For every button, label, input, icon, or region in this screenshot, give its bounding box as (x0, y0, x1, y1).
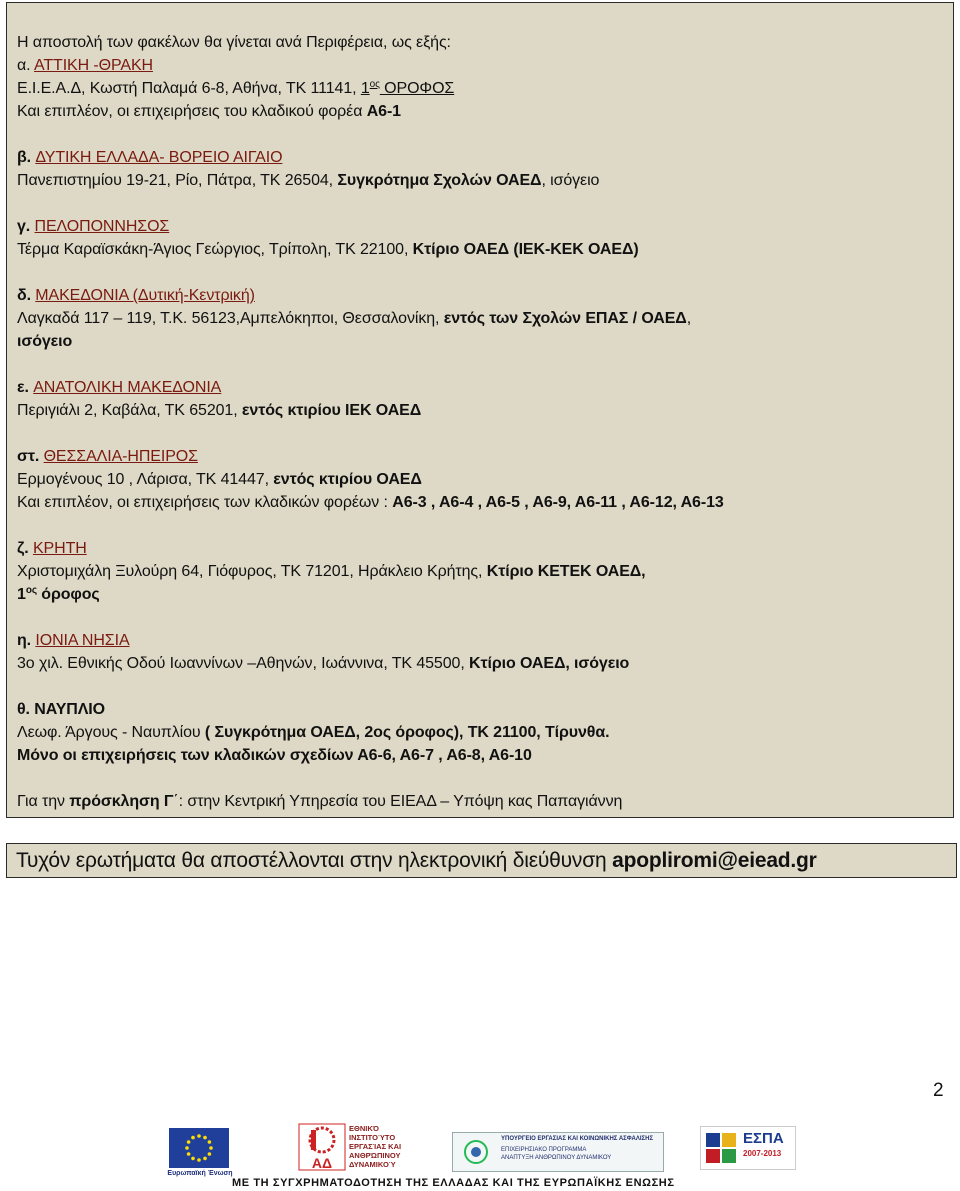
eu-star (208, 1140, 212, 1144)
text-segment: , (686, 310, 692, 327)
text-segment: 1 (360, 80, 370, 97)
text-segment: Ερμογένους 10 , Λάρισα, ΤΚ 41447, (17, 471, 274, 488)
text-segment: Μόνο οι επιχειρήσεις των κλαδικών σχεδίων Α6-6, Α6-7 , Α6-8, Α6-10 (17, 747, 532, 764)
address-line (17, 560, 953, 583)
address-line (17, 583, 953, 606)
eu-flag-icon (169, 1128, 229, 1168)
region-heading (17, 215, 953, 238)
text-segment: Κτίριο ΚΕΤΕΚ ΟΑΕΔ, (486, 563, 646, 580)
text-segment: Συγκρότημα Σχολών ΟΑΕΔ (337, 172, 542, 189)
address-block (17, 445, 953, 514)
eu-star (209, 1146, 213, 1150)
text-segment: Κτίριο ΟΑΕΔ (ΙΕΚ-ΚΕΚ ΟΑΕΔ) (412, 241, 639, 258)
text-segment: ΜΑΚΕΔΟΝΙΑ (Δυτική-Κεντρική) (35, 287, 255, 304)
region-heading (17, 445, 953, 468)
block-spacer (17, 422, 953, 445)
address-block (17, 376, 953, 422)
text-segment: ΚΡΗΤΗ (32, 540, 87, 557)
address-line (17, 468, 953, 491)
text-segment: ος (25, 585, 37, 596)
text-segment: 1 (17, 586, 26, 603)
eu-star (197, 1158, 201, 1162)
text-segment: Ε.Ι.Ε.Α.Δ, Κωστή Παλαμά 6-8, Αθήνα, ΤΚ 11141, (17, 80, 361, 97)
text-segment: στ. (17, 448, 44, 465)
text-segment: β. (17, 149, 36, 166)
text-segment: ΙΟΝΙΑ ΝΗΣΙΑ (35, 632, 130, 649)
text-segment: Κτίριο ΟΑΕΔ, ισόγειο (469, 655, 630, 672)
text-segment: ΠΕΛΟΠΟΝΝΗΣΟΣ (34, 218, 170, 235)
espa-logo-title: ΕΣΠΑ (743, 1130, 784, 1147)
address-line (17, 399, 953, 422)
text-segment: εντός κτιρίου ΟΑΕΔ (273, 471, 422, 488)
block-spacer (17, 353, 953, 376)
text-segment: ΘΕΣΣΑΛΙΑ-ΗΠΕΙΡΟΣ (43, 448, 198, 465)
eiead-logo-text: ΕΘΝΙΚΌ ΙΝΣΤΙΤΟΎΤΟ ΕΡΓΑΣΊΑΣ ΚΑΙ ΑΝΘΡΏΠΙΝΟΥ ΔΥΝΑΜΙΚΟΎ (349, 1124, 402, 1169)
region-heading (17, 146, 953, 169)
text-segment: Α6-1 (366, 103, 401, 120)
text-segment: Περιγιάλι 2, Καβάλα, ΤΚ 65201, (17, 402, 242, 419)
text-segment: ΑΤΤΙΚΗ -ΘΡΑΚΗ (33, 57, 153, 74)
text-segment: Πανεπιστημίου 19-21, Ρίο, Πάτρα, ΤΚ 26504, (17, 172, 338, 189)
eu-star (191, 1136, 195, 1140)
address-block (17, 629, 953, 675)
eu-star (187, 1140, 191, 1144)
address-line (17, 721, 953, 744)
text-segment: ΄: στην Κεντρική Υπηρεσία του ΕΙΕΑΔ – Υπόψη κας Παπαγιάννη (173, 793, 623, 810)
region-heading (17, 629, 953, 652)
eu-star (208, 1152, 212, 1156)
block-spacer (17, 192, 953, 215)
text-segment: δ. (17, 287, 36, 304)
eu-star (203, 1157, 207, 1161)
address-block (17, 215, 953, 261)
text-segment: Και επιπλέον, οι επιχειρήσεις του κλαδικού φορέα (17, 103, 367, 120)
text-segment: ισόγειο (17, 333, 73, 350)
text-segment: 3ο χιλ. Εθνικής Οδού Ιωαννίνων –Αθηνών, Ιωάννινα, ΤΚ 45500, (17, 655, 470, 672)
text-segment: Η αποστολή των φακέλων θα γίνεται ανά Περιφέρεια, ως εξής: (17, 34, 451, 51)
address-line (17, 307, 953, 330)
footer-slogan: ΜΕ ΤΗ ΣΥΓΧΡΗΜΑΤΟΔΟΤΗΣΗ ΤΗΣ ΕΛΛΑΔΑΣ ΚΑΙ ΤΗΣ ΕΥΡΩΠΑΪΚΗΣ ΕΝΩΣΗΣ (232, 1177, 675, 1189)
eu-star (203, 1136, 207, 1140)
block-spacer (17, 261, 953, 284)
ministry-logo-line1: ΥΠΟΥΡΓΕΙΟ ΕΡΓΑΣΙΑΣ ΚΑΙ ΚΟΙΝΩΝΙΚΗΣ ΑΣΦΑΛΙΣΗΣ (501, 1136, 654, 1142)
page-number: 2 (933, 1080, 944, 1101)
address-block (17, 698, 953, 767)
text-segment: όροφος (36, 586, 100, 603)
text-segment: Λαγκαδά 117 – 119, Τ.Κ. 56123,Αμπελόκηποι, Θεσσαλονίκη, (17, 310, 444, 327)
text-segment: γ. (17, 218, 35, 235)
address-line (17, 744, 953, 767)
svg-text:ΑΔ: ΑΔ (311, 1155, 333, 1171)
text-segment: ε. (17, 379, 34, 396)
text-segment: ΔΥΤΙΚΗ ΕΛΛΑΔΑ- ΒΟΡΕΙΟ ΑΙΓΑΙΟ (35, 149, 283, 166)
block-spacer (17, 514, 953, 537)
regions-panel (6, 2, 954, 818)
address-line (17, 238, 953, 261)
address-line (17, 100, 953, 123)
text-segment: , ισόγειο (541, 172, 600, 189)
espa-logo (700, 1126, 800, 1172)
address-block (17, 537, 953, 606)
region-heading (17, 698, 953, 721)
text-segment: Για την (17, 793, 70, 810)
contact-box (6, 843, 957, 878)
address-line (17, 54, 953, 77)
text-segment: ( Συγκρότημα ΟΑΕΔ, 2ος όροφος), ΤΚ 21100, Τίρυνθα. (204, 724, 610, 741)
region-heading (17, 790, 953, 813)
text-segment: η. (17, 632, 36, 649)
address-block (17, 31, 953, 123)
address-line (17, 491, 953, 514)
text-segment: ΑΝΑΤΟΛΙΚΗ ΜΑΚΕΔΟΝΙΑ (33, 379, 222, 396)
address-line (17, 652, 953, 675)
address-block (17, 284, 953, 353)
text-segment: ζ. (17, 540, 33, 557)
eu-logo (163, 1128, 233, 1182)
address-line (17, 169, 953, 192)
text-segment: Α6-3 , Α6-4 , Α6-5 , Α6-9, Α6-11 , Α6-12, Α6-13 (392, 494, 724, 511)
text-segment: Λεωφ. Άργους - Ναυπλίου (17, 724, 205, 741)
text-segment: ος (369, 79, 380, 90)
text-segment: Χριστομιχάλη Ξυλούρη 64, Γιόφυρος, ΤΚ 71201, Ηράκλειο Κρήτης, (17, 563, 487, 580)
contact-email-link[interactable]: apopliromi@eiead.gr (612, 849, 817, 872)
address-block (17, 146, 953, 192)
ministry-logo-line2: ΕΠΙΧΕΙΡΗΣΙΑΚΟ ΠΡΟΓΡΑΜΜΑ (501, 1147, 587, 1153)
region-heading (17, 376, 953, 399)
address-block (17, 790, 953, 813)
eiead-logo (297, 1122, 417, 1174)
address-list (17, 31, 953, 813)
eu-star (187, 1152, 191, 1156)
text-segment: εντός των Σχολών ΕΠΑΣ / ΟΑΕΔ (443, 310, 687, 327)
address-line (17, 77, 953, 100)
region-heading (17, 31, 953, 54)
eiead-logo-icon (297, 1122, 347, 1172)
block-spacer (17, 123, 953, 146)
region-heading (17, 537, 953, 560)
eu-star (191, 1157, 195, 1161)
eu-star (197, 1134, 201, 1138)
ministry-logo (452, 1132, 664, 1172)
text-segment: πρόσκληση Γ (69, 793, 174, 810)
text-segment: Τέρμα Καραϊσκάκη-Άγιος Γεώργιος, Τρίπολη, ΤΚ 22100, (17, 241, 413, 258)
eu-logo-text: Ευρωπαϊκή Ένωση (167, 1170, 233, 1177)
region-heading (17, 284, 953, 307)
espa-logo-years: 2007-2013 (743, 1149, 782, 1158)
block-spacer (17, 606, 953, 629)
block-spacer (17, 675, 953, 698)
block-spacer (17, 767, 953, 790)
text-segment: Και επιπλέον, οι επιχειρήσεις των κλαδικών φορέων : (17, 494, 393, 511)
address-line (17, 330, 953, 353)
ministry-logo-line3: ΑΝΑΠΤΥΞΗ ΑΝΘΡΩΠΙΝΟΥ ΔΥΝΑΜΙΚΟΥ (501, 1155, 612, 1161)
text-segment: θ. ΝΑΥΠΛΙΟ (17, 701, 105, 718)
text-segment: εντός κτιρίου ΙΕΚ ΟΑΕΔ (241, 402, 422, 419)
text-segment: α. (17, 57, 34, 74)
espa-logo-icon (700, 1126, 796, 1170)
eu-star (185, 1146, 189, 1150)
ministry-emblem-icon (459, 1139, 493, 1165)
text-segment: ΟΡΟΦΟΣ (379, 80, 455, 97)
text-segment: Τυχόν ερωτήματα θα αποστέλλονται στην ηλεκτρονική διεύθυνση (16, 849, 613, 872)
